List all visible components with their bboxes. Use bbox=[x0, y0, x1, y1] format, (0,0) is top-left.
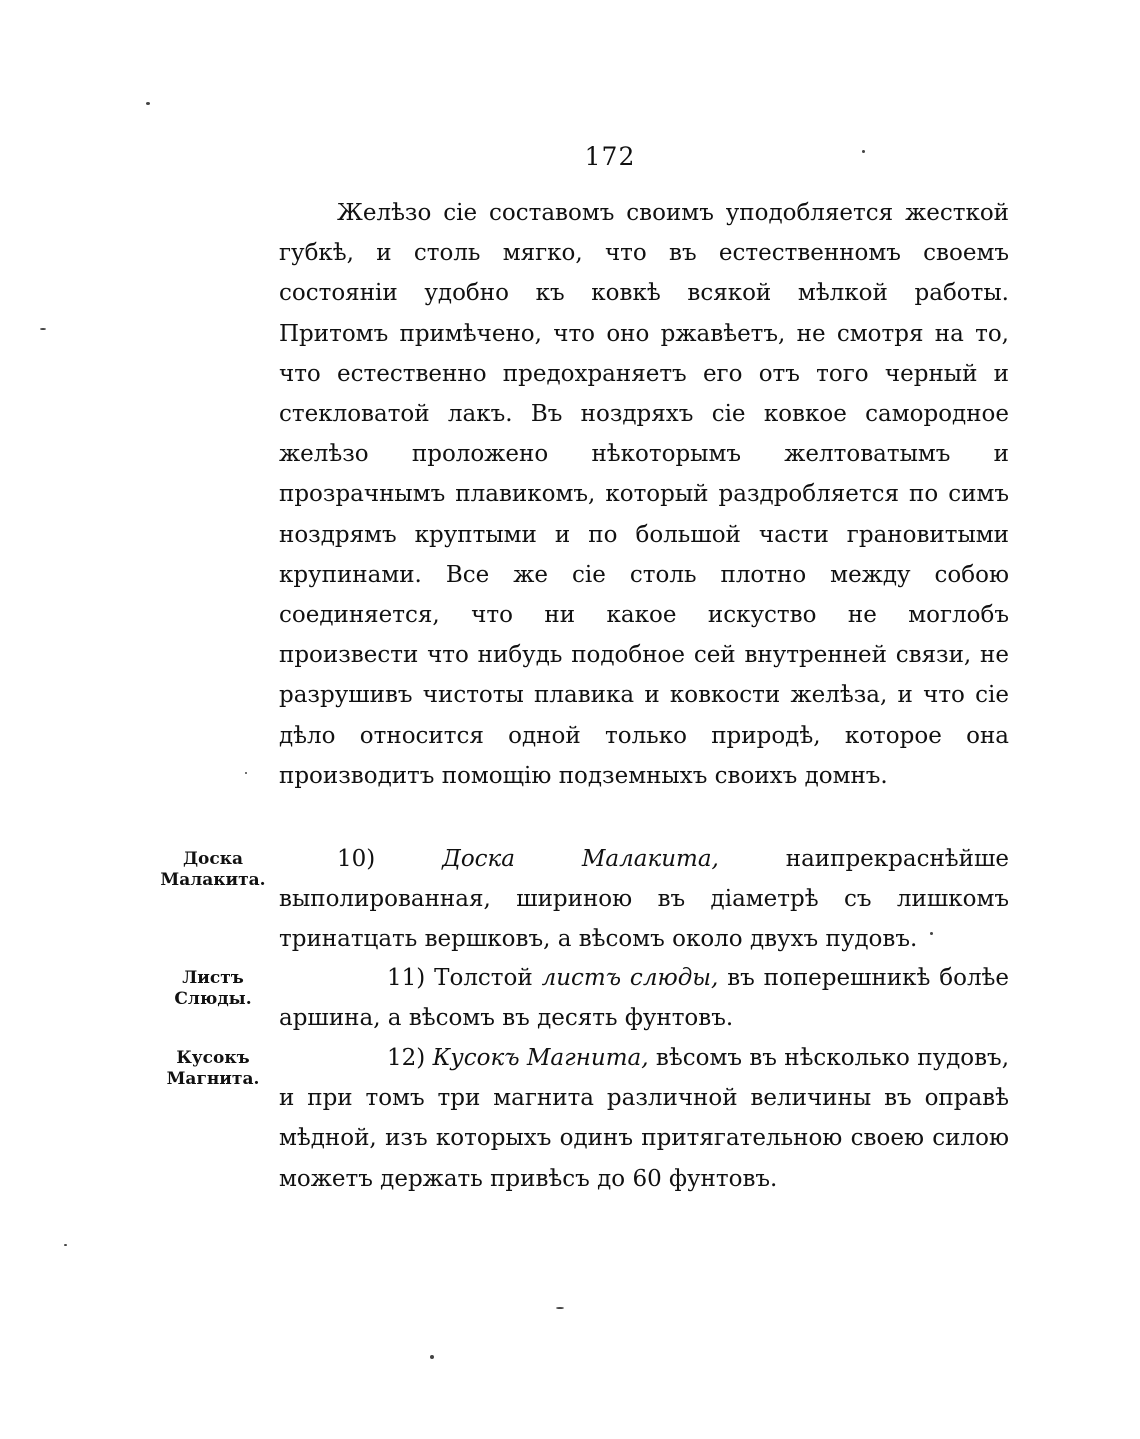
item-number: 11) bbox=[387, 965, 426, 991]
scan-speck bbox=[40, 328, 46, 330]
item-description: наипрекраснѣйше выполированная, шириною въ діаметрѣ съ лишкомъ тринатцать вершковъ, а вѣсомъ около двухъ пудовъ. bbox=[279, 846, 1010, 953]
paragraph-item-11 bbox=[279, 958, 1009, 1038]
scan-speck bbox=[64, 1244, 67, 1246]
item-description: въ поперешникѣ болѣе аршина, а вѣсомъ въ десять фунтовъ. bbox=[279, 965, 1010, 1032]
paragraph-item-10 bbox=[279, 839, 1009, 960]
paragraph-iron-description: Желѣзо сіе составомъ своимъ уподобляется жесткой губкѣ, и столь мягко, что въ естественномъ своемъ состояніи удобно къ ковкѣ всякой мѣлкой работы. Притомъ примѣчено, что оно ржавѣетъ, не смотря на то, что естественно предохраняетъ его отъ того черный и стекловатой лакъ. Въ ноздряхъ сіе ковкое самородное желѣзо проложено нѣкоторымъ желтоватымъ и прозрачнымъ плавикомъ, который раздробляется по симъ ноздрямъ круптыми и по большой части грановитыми крупинами. Все же сіе столь плотно между собою соединяется, что ни какое искуство не моглобъ произвести что нибудь подобное сей внутренней связи, не разрушивъ чистоты плавика и ковкости желѣза, и что сіе дѣло относится одной только природѣ, которое она производитъ помощію подземныхъ своихъ домнъ. bbox=[279, 200, 1009, 789]
scan-speck bbox=[862, 150, 865, 153]
item-number: 12) bbox=[387, 1045, 426, 1071]
item-number: 10) bbox=[337, 846, 376, 872]
scan-speck bbox=[146, 102, 150, 105]
scan-speck bbox=[556, 1307, 564, 1309]
page-number: 172 bbox=[584, 142, 636, 171]
margin-note-malachite: Доска Малакита. bbox=[160, 849, 266, 890]
scan-speck bbox=[430, 1355, 434, 1359]
scan-speck bbox=[930, 932, 933, 935]
item-title: листъ слюды, bbox=[541, 965, 719, 991]
item-title: Кусокъ Магнита, bbox=[432, 1045, 649, 1071]
item-title: Доска Малакита, bbox=[442, 846, 719, 872]
margin-note-magnet: Кусокъ Магнита. bbox=[166, 1048, 260, 1089]
scan-speck bbox=[245, 772, 247, 774]
item-pre-text: Толстой bbox=[434, 965, 533, 991]
margin-note-mica: Листъ Слюды. bbox=[174, 968, 252, 1009]
paragraph-item-12 bbox=[279, 1038, 1009, 1199]
item-description: вѣсомъ въ нѣсколько пудовъ, и при томъ три магнита различной величины въ оправѣ мѣдной, изъ которыхъ одинъ притягательною своею силою можетъ держать привѣсъ до 60 фунтовъ. bbox=[279, 1045, 1009, 1192]
